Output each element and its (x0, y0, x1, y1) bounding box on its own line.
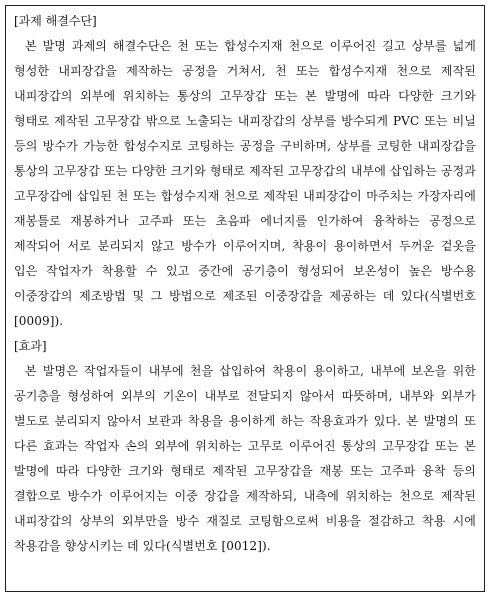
section-heading-effect: [효과] (14, 339, 47, 353)
section-body-solution: 본 발명 과제의 해결수단은 천 또는 합성수지재 천으로 이루어진 길고 상부를 넓게 형성한 내피장갑을 제작하는 공정을 거쳐서, 천 또는 합성수지재 천으로 제작된 내피장갑의 외부에 위치하는 통상의 고무장갑 또는 본 발명에 따라 다양한 크기와 형태로 제작된 고무장갑 밖으로 노출되는 내피장갑의 상부를 방수되게 PVC 또는 비닐 등의 방수가 가능한 합성수지로 코팅하는 공정을 구비하며, 상부를 코팅한 내피장갑을 통상의 고무장갑 또는 다양한 크기와 형태로 제작된 고무장갑의 내부에 삽입하는 공정과 고무장갑에 삽입된 천 또는 합성수지재 천으로 제작된 내피장갑이 마주치는 가장자리에 재봉틀로 재봉하거나 고주파 또는 초음파 에너지를 인가하여 융착하는 공정으로 제작되어 서로 분리되지 않고 방수가 이루어지며, 착용이 용이하면서 두꺼운 겉옷을 입은 작업자가 착용할 수 있고 중간에 공기층이 형성되어 보온성이 높은 방수용 이중장갑의 제조방법 및 그 방법으로 제조된 이중장갑을 제공하는 데 있다(식별번호 [0009]). (14, 39, 476, 328)
section-body-effect: 본 발명은 작업자들이 내부에 천을 삽입하여 착용이 용이하고, 내부에 보온을 위한 공기층을 형성하여 외부의 기온이 내부로 전달되지 않아서 따뜻하며, 내부와 외부가 별도로 분리되지 않아서 보관과 착용을 용이하게 하는 작용효과가 있다. 본 발명의 또 다른 효과는 작업자 손의 외부에 위치하는 고무로 이루어진 통상의 고무장갑 또는 본 발명에 따라 다양한 크기와 형태로 제작된 고무장갑을 재봉 또는 고주파 융착 등의 결합으로 방수가 이루어지는 이중 장갑을 제작하되, 내측에 위치하는 천으로 제작된 내피장갑의 상부의 외부만을 방수 재질로 코팅함으로써 비용을 절감하고 착용 시에 착용감을 향상시키는 데 있다(식별번호 [0012]). (14, 364, 476, 553)
document-text-box (5, 5, 485, 592)
section-heading-solution: [과제 해결수단] (14, 14, 97, 28)
